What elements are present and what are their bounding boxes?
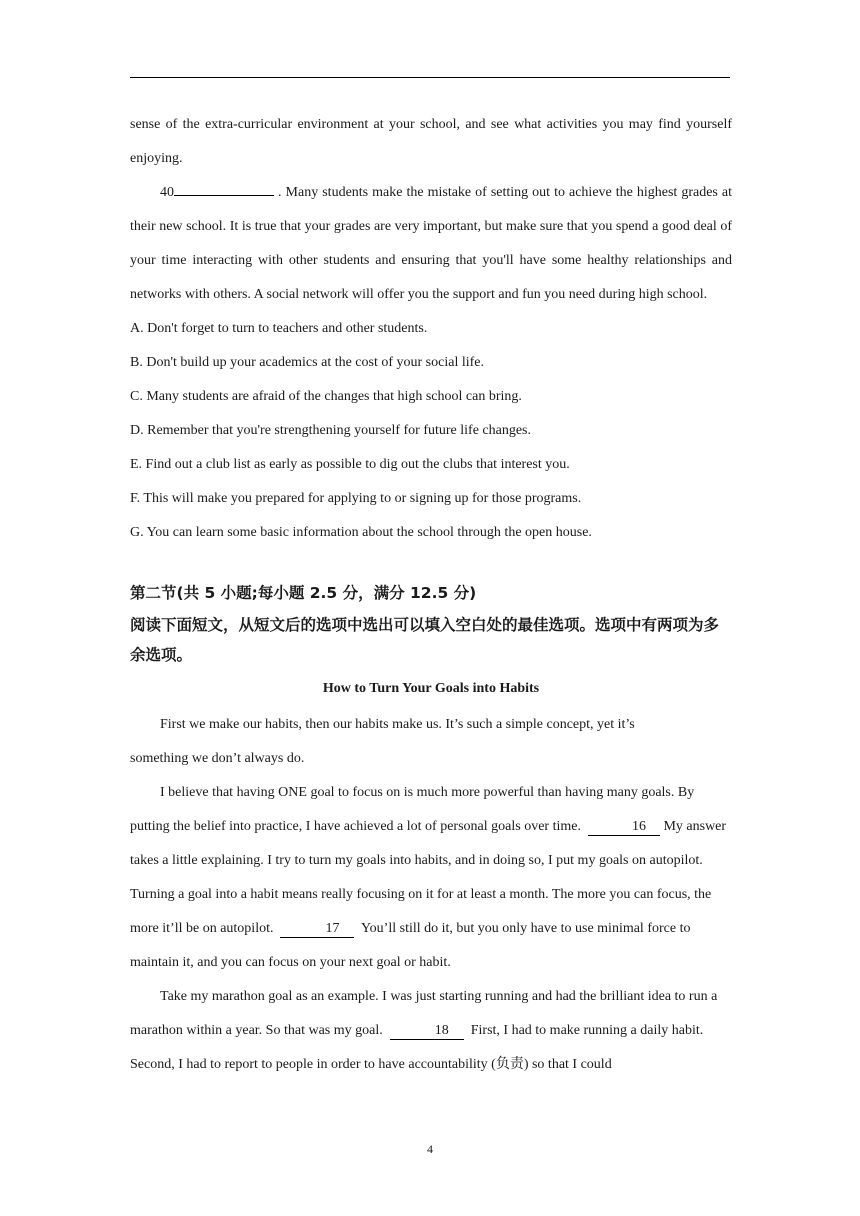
passage-title: How to Turn Your Goals into Habits [322,681,540,696]
option-e: E. Find out a club list as early as possible to dig out the clubs that interest you. [130,457,570,472]
option-c: C. Many students are afraid of the changes that high school can bring. [130,389,522,404]
section-instructions: 阅读下面短文，从短文后的选项中选出可以填入空白处的最佳选项。选项中有两项为多余选项。 [130,616,720,664]
paragraph-1: First we make our habits, then our habits make us. It’s such a simple concept, yet it’s something we don’t always do. [130,717,635,766]
answer-blank-17[interactable]: 17 [280,921,354,938]
section-heading: 第二节(共 5 小题;每小题 2.5 分，满分 12.5 分) [130,584,477,602]
question-40-text: . Many students make the mistake of setting out to achieve the highest grades at their new school. It is true that your grades are very important, but make sure that you spend a good deal of your time interacting with other students and ensuring that you'll have some healthy relationships and networks with others. A social network will offer you the support and fun you need during high school. [130,185,733,302]
answer-blank-16[interactable]: 16 [588,819,660,836]
paragraph-2 [130,776,732,980]
question-40 [130,176,732,312]
option-g: G. You can learn some basic information about the school through the open house. [130,525,592,540]
paragraph-3-part-b: First, I had to make running a daily habit. Second, I had to report to people in order to have accountability (负责) so that I could [130,1023,704,1072]
page-number: 4 [427,1142,433,1156]
section-spacer [130,550,732,576]
header-rule [130,77,730,78]
question-40-number: 40 [160,185,174,200]
option-b: B. Don't build up your academics at the cost of your social life. [130,355,484,370]
paragraph-2-part-c: You’ll still do it, but you only have to use minimal force to maintain it, and you can focus on your next goal or habit. [130,921,691,970]
paragraph-2-part-b: My answer takes a little explaining. I try to turn my goals into habits, and in doing so, I put my goals on autopilot. Turning a goal into a habit means really focusing on it for at least a month. The more you can focus, the more it’ll be on autopilot. [130,819,727,936]
paragraph-3-part-a: Take my marathon goal as an example. I was just starting running and had the brilliant idea to run a marathon within a year. So that was my goal. [130,989,718,1038]
option-d: D. Remember that you're strengthening yourself for future life changes. [130,423,532,438]
option-f: F. This will make you prepared for applying to or signing up for those programs. [130,491,582,506]
paragraph-3 [130,980,732,1082]
passage-continuation: sense of the extra-curricular environment at your school, and see what activities you may find yourself enjoying. [130,117,732,166]
answer-blank-18[interactable]: 18 [390,1023,464,1040]
paragraph-2-part-a: I believe that having ONE goal to focus on is much more powerful than having many goals. By putting the belief into practice, I have achieved a lot of personal goals over time. [130,785,695,834]
option-a: A. Don't forget to turn to teachers and other students. [130,321,428,336]
page-content [130,108,732,1082]
answer-blank-40[interactable] [174,179,274,196]
